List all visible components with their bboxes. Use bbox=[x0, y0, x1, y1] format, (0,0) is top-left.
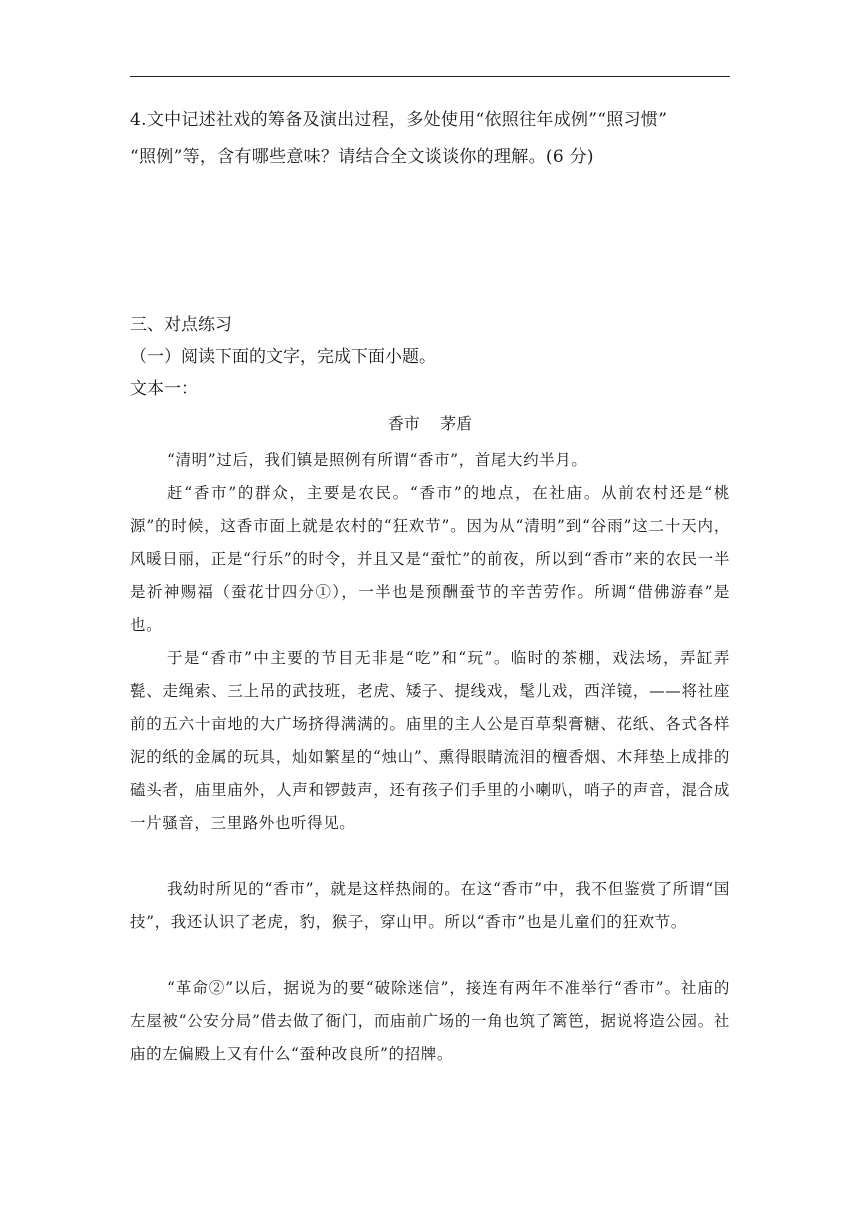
article-paragraph: “清明”过后，我们镇是照例有所谓“香市”，首尾大约半月。 bbox=[167, 451, 588, 469]
article-paragraph: 赶“香市”的群众，主要是农民。“香市”的地点，在社庙。从前农村还是“桃源”的时候，这香市面上就是农村的“狂欢节”。因为从“清明”到“谷雨”这二十天内，风暖日丽，正是“行乐”的时令，并且又是“蚕忙”的前夜，所以到“香市”来的农民一半是祈神赐福（蚕花廿四分①），一半也是预酬蚕节的辛苦劳作。所调“借佛游春”是也。 bbox=[130, 484, 730, 634]
top-rule bbox=[130, 76, 730, 77]
article-paragraph: “革命②”以后，据说为的要“破除迷信”，接连有两年不准举行“香市”。社庙的左屋被“公安分局”借去做了衙门，而庙前广场的一角也筑了篱笆，据说将造公园。社庙的左偏殿上又有什么“蚕种改良所”的招牌。 bbox=[130, 979, 730, 1063]
question-4-line-1: 4.文中记述社戏的筹备及演出过程，多处使用“依照往年成例”“照习惯” bbox=[130, 110, 668, 130]
article-title: 香市 茅盾 bbox=[387, 414, 473, 433]
article-paragraph: 于是“香市”中主要的节目无非是“吃”和“玩”。临时的茶棚，戏法场，弄缸弄甏、走绳索、三上吊的武技班，老虎、矮子、提线戏，髦儿戏，西洋镜，——将社座前的五六十亩地的大广场挤得满满的。庙里的主人公是百草梨膏糖、花纸、各式各样泥的纸的金属的玩具，灿如繁星的“烛山”、熏得眼睛流泪的檀香烟、木拜垫上成排的磕头者，庙里庙外，人声和锣鼓声，还有孩子们手里的小喇叭，哨子的声音，混合成一片骚音，三里路外也听得见。 bbox=[130, 649, 730, 832]
question-4-line-2: “照例”等，含有哪些意味？请结合全文谈谈你的理解。(6 分) bbox=[130, 147, 594, 167]
sub-heading: （一）阅读下面的文字，完成下面小题。 bbox=[130, 347, 436, 367]
article-paragraph: 我幼时所见的“香市”，就是这样热闹的。在这“香市”中，我不但鉴赏了所谓“国技”，我还认识了老虎，豹，猴子，穿山甲。所以“香市”也是儿童们的狂欢节。 bbox=[130, 880, 730, 931]
text-label: 文本一： bbox=[130, 379, 198, 399]
section-heading: 三、对点练习 bbox=[130, 315, 232, 335]
